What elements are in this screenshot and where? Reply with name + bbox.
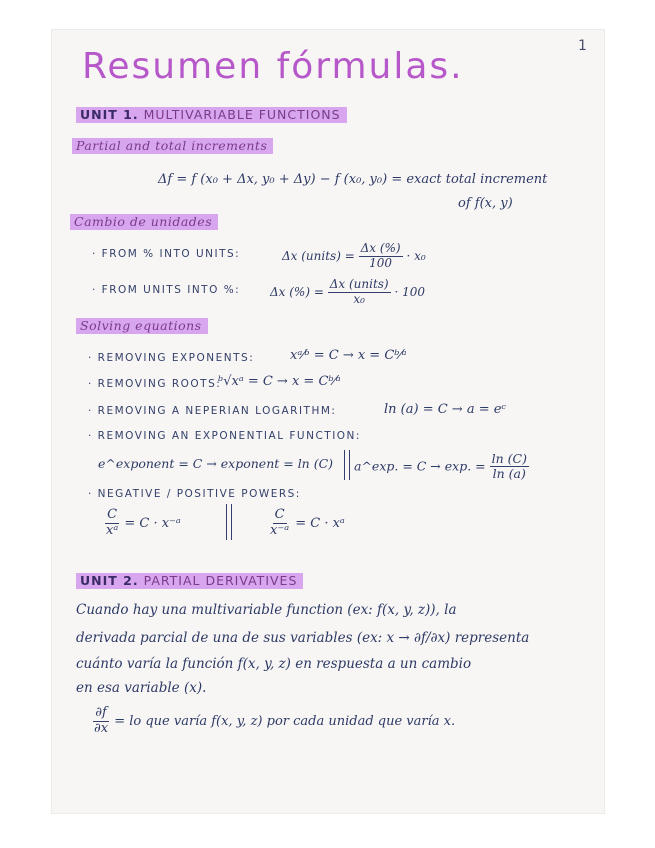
partial-derivative-numerator: ∂f <box>95 705 107 720</box>
removing-roots-label: · REMOVING ROOTS: <box>88 378 222 390</box>
unit2-paragraph-line2: derivada parcial de una de sus variables (ex: x → ∂f/∂x) representa <box>76 630 530 646</box>
partial-derivative-definition <box>92 706 455 737</box>
powers-left-numerator: C <box>107 507 118 522</box>
powers-left-rhs: = C · x⁻ᵃ <box>124 515 181 531</box>
from-units-denominator: x₀ <box>353 291 365 306</box>
from-units-tail: · 100 <box>394 284 425 299</box>
double-divider-bar <box>344 450 350 480</box>
from-percent-label: · FROM % INTO UNITS: <box>92 248 241 260</box>
exp-right-fraction <box>490 452 529 482</box>
page-number: 1 <box>578 38 587 54</box>
removing-exp-label: · REMOVING AN EXPONENTIAL FUNCTION: <box>88 430 361 442</box>
powers-right-denominator: x⁻ᵃ <box>270 522 290 538</box>
exp-right-numerator: ln (C) <box>491 451 527 466</box>
from-percent-denominator: 100 <box>369 255 393 270</box>
exp-left-formula: e^exponent = C → exponent = ln (C) <box>98 456 334 471</box>
exp-right-formula <box>354 452 529 482</box>
total-increment-formula-cont: of f(x, y) <box>458 196 513 211</box>
partial-derivative-denominator: ∂x <box>94 720 109 736</box>
removing-log-label: · REMOVING A NEPERIAN LOGARITHM: <box>88 405 337 417</box>
unit1-label: UNIT 1. <box>80 107 139 122</box>
cambio-unidades-heading: Cambio de unidades <box>70 214 218 230</box>
removing-roots-formula: ᵇ√xᵃ = C → x = Cᵇ⁄ᵃ <box>218 374 341 389</box>
from-percent-lhs: Δx (units) = <box>282 248 355 263</box>
from-units-lhs: Δx (%) = <box>270 284 324 299</box>
powers-right-formula <box>268 508 345 539</box>
from-percent-numerator: Δx (%) <box>360 241 401 255</box>
powers-left-fraction <box>104 508 120 539</box>
removing-log-formula: ln (a) = C → a = eᶜ <box>384 402 507 417</box>
powers-left-formula <box>104 508 181 539</box>
powers-label: · NEGATIVE / POSITIVE POWERS: <box>88 488 301 500</box>
from-units-formula <box>270 278 425 307</box>
total-increment-formula: Δf = f (x₀ + Δx, y₀ + Δy) − f (x₀, y₀) = exact total increment <box>158 172 548 187</box>
from-percent-fraction <box>359 242 403 271</box>
powers-right-rhs: = C · xᵃ <box>295 515 345 531</box>
powers-right-numerator: C <box>274 507 285 522</box>
page-title: Resumen fórmulas. <box>82 46 464 87</box>
from-percent-tail: · x₀ <box>406 248 426 263</box>
removing-exponents-label: · REMOVING EXPONENTS: <box>88 352 255 364</box>
removing-exponents-formula: xᵃ⁄ᵇ = C → x = Cᵇ⁄ᵃ <box>290 348 407 363</box>
unit2-paragraph-line3: cuánto varía la función f(x, y, z) en respuesta a un cambio <box>76 656 472 672</box>
from-units-fraction <box>328 278 391 307</box>
unit2-heading <box>76 573 303 589</box>
from-percent-formula <box>282 242 426 271</box>
unit2-label: UNIT 2. <box>80 573 139 588</box>
partial-derivative-text: = lo que varía f(x, y, z) por cada unidad que varía x. <box>114 713 456 729</box>
exp-right-lhs: a^exp. = C → exp. = <box>354 458 486 474</box>
exp-right-denominator: ln (a) <box>492 466 526 482</box>
unit1-name: MULTIVARIABLE FUNCTIONS <box>143 107 341 122</box>
powers-right-fraction <box>268 508 291 539</box>
from-units-label: · FROM UNITS INTO %: <box>92 284 241 296</box>
powers-left-denominator: xᵃ <box>106 522 119 538</box>
unit2-name: PARTIAL DERIVATIVES <box>143 573 298 588</box>
unit1-heading <box>76 107 347 123</box>
unit2-paragraph-line4: en esa variable (x). <box>76 680 207 696</box>
solving-equations-heading: Solving equations <box>76 318 208 334</box>
from-units-numerator: Δx (units) <box>329 277 389 291</box>
double-divider-bar-2 <box>226 504 232 540</box>
partial-derivative-fraction <box>92 706 110 737</box>
unit2-paragraph-line1: Cuando hay una multivariable function (ex: f(x, y, z)), la <box>76 602 457 618</box>
partial-increments-heading: Partial and total increments <box>72 138 273 154</box>
